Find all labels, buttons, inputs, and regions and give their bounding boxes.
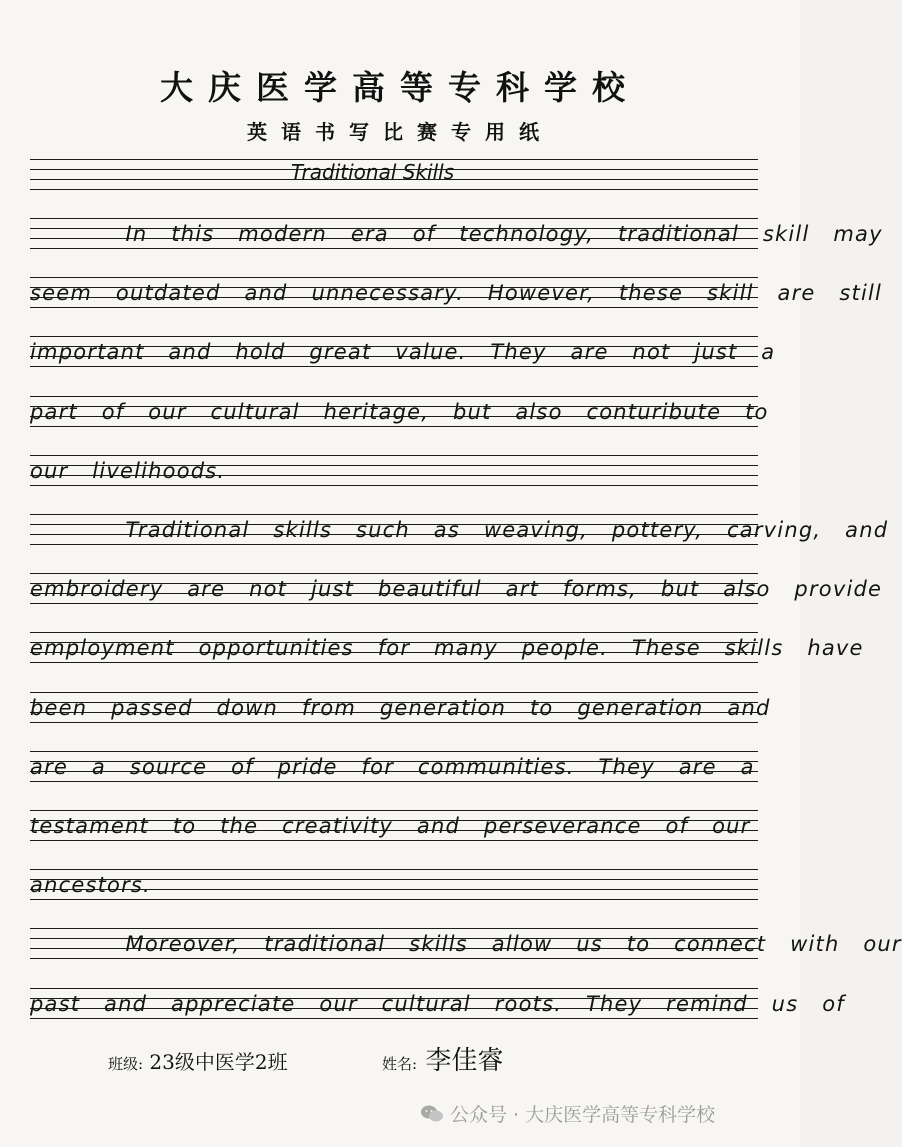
essay-line: employment opportunities for many people. These skills have (30, 636, 864, 660)
class-label: 班级: (108, 1055, 144, 1073)
essay-line: our livelihoods. (30, 459, 226, 483)
school-title: 大庆医学高等专科学校 (160, 68, 640, 107)
watermark (420, 1100, 715, 1127)
essay-line: seem outdated and unnecessary. However, these skill are still (30, 281, 883, 305)
essay-title: Traditional Skills (290, 160, 455, 184)
wechat-icon (420, 1104, 444, 1124)
essay-line: part of our cultural heritage, but also conturibute to (30, 400, 769, 424)
essay-line: past and appreciate our cultural roots. They remind us of (30, 992, 845, 1016)
name-field (382, 1040, 503, 1077)
essay-line: testament to the creativity and perseverance of our (30, 814, 751, 838)
essay-line: Traditional skills such as weaving, pottery, carving, and (30, 518, 889, 542)
essay-line: In this modern era of technology, traditional skill may (30, 222, 883, 246)
essay-line: are a source of pride for communities. They are a (30, 755, 755, 779)
watermark-text: 公众号 · 大庆医学高等专科学校 (450, 1104, 716, 1126)
name-value: 李佳睿 (425, 1046, 504, 1076)
essay-line: Moreover, traditional skills allow us to connect with our (30, 932, 902, 956)
essay-line: ancestors. (30, 873, 151, 897)
essay-line: important and hold great value. They are not just a (30, 340, 776, 364)
class-field (108, 1046, 288, 1075)
essay-line: been passed down from generation to generation and (30, 696, 771, 720)
sheet-subtitle: 英语书写比赛专用纸 (247, 120, 553, 144)
class-value: 23级中医学2班 (149, 1050, 288, 1074)
essay-line: embroidery are not just beautiful art forms, but also provide (30, 577, 883, 601)
name-label: 姓名: (382, 1055, 418, 1073)
